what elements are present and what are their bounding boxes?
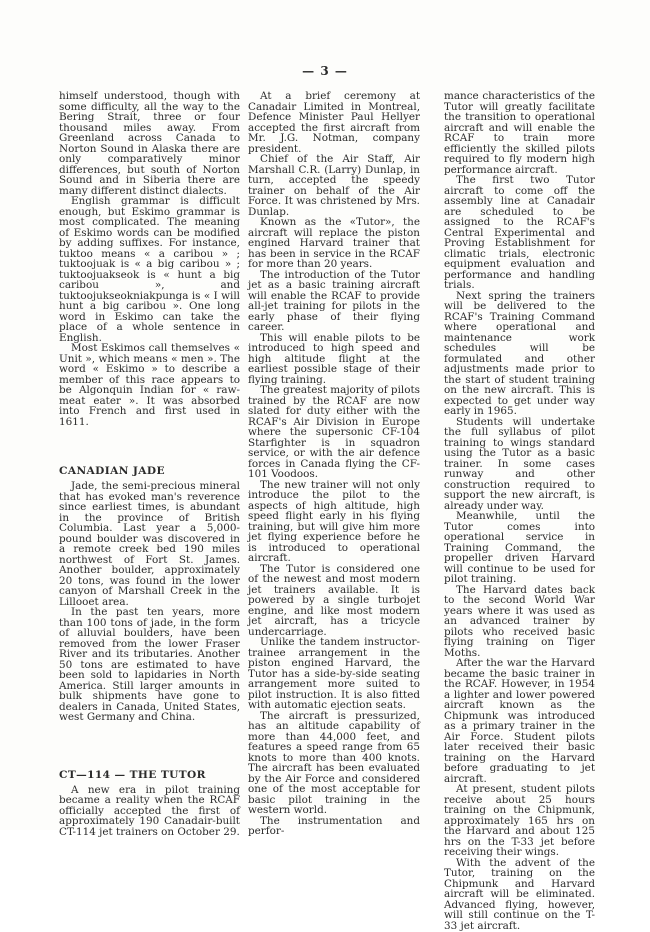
- paragraph-instrumentation: The instrumentation and perfor-: [248, 814, 420, 837]
- paragraph-known-as-tutor: Known as the «Tutor», the aircraft will replace the piston engined Harvard trainer that has been in service in the RCAF for more than 20 years.: [248, 216, 420, 270]
- paragraph-students-syllabus: Students will undertake the full syllabus of pilot training to wings standard using the Tutor as a basic trainer. In some cases runway and other construction required to support the new aircraft, is already under way.: [444, 415, 595, 512]
- spacer: [59, 723, 240, 769]
- paragraph-seating: Unlike the tandem instructor-trainee arrangement in the piston engined Harvard, the Tutor has a side-by-side seating arrangement more suited to pilot instruction. It is also fitted with automatic ejection seats.: [248, 636, 420, 711]
- paragraph-modern-trainer: The Tutor is considered one of the newest and most modern jet trainers available. It is powered by a single turbojet engine, and like most modern jet aircraft, has a tricycle undercarriage.: [248, 562, 420, 638]
- paragraph-all-jet-training: The introduction of the Tutor jet as a basic training aircraft will enable the RCAF to provide all-jet training for pilots in the early phase of their flying career.: [248, 268, 420, 333]
- paragraph-jade-1: Jade, the semi-precious mineral that has evoked man's reverence since earliest times, is abundant in the province of British Columbia. Last year a 5,000-pound boulder was discovered in a remote creek bed 190 miles northwest of Fort St. James. Another boulder, approximately 20 tons, was found in the lower canyon of Marshall Creek in the Lillooet area.: [59, 480, 240, 608]
- heading-the-tutor: CT—114 — THE TUTOR: [59, 768, 206, 781]
- paragraph-new-trainer: The new trainer will not only introduce the pilot to the aspects of high altitude, high speed flight early in his flying training, but will give him more jet flying experience before he is introduced to operational aircraft.: [248, 478, 420, 564]
- paragraph-advent-of-tutor: With the advent of the Tutor, training on the Chipmunk and Harvard aircraft will be eliminated. Advanced flying, however, will still continue on the T-33 jet aircraft.: [444, 856, 595, 932]
- spacer: [59, 427, 240, 465]
- paragraph-next-spring: Next spring the trainers will be delivered to the RCAF's Training Command where operational and maintenance work schedules will be formulated and other adjustments made prior to the start of student training on the new aircraft. This is expected to get under way early in 1965.: [444, 289, 595, 417]
- paragraph-eskimo-name: Most Eskimos call themselves « Unit », which means « men ». The word « Eskimo » to describe a member of this race appears to be Algonquin Indian for « raw-meat eater ». It was absorbed into French and first used in 1611.: [59, 342, 240, 428]
- paragraph-high-speed-flight: This will enable pilots to be introduced to high speed and high altitude flight at the earliest possible stage of their flying training.: [248, 331, 420, 386]
- column-2: [248, 91, 420, 837]
- paragraph-jade-2: In the past ten years, more than 100 tons of jade, in the form of alluvial boulders, have been removed from the lower Fraser River and its tributaries. Another 50 tons are estimated to have been sold to lapidaries in North America. Still larger amounts in bulk shipments have gone to dealers in Canada, United States, west Germany and China.: [59, 606, 240, 723]
- column-1: [59, 91, 240, 837]
- paragraph-present-training: At present, student pilots receive about 25 hours training on the Chipmunk, approximately 165 hrs on the Harvard and about 125 hrs on the T-33 jet before receiving their wings.: [444, 783, 595, 858]
- column-3: [444, 91, 595, 931]
- paragraph-meanwhile: Meanwhile, until the Tutor comes into operational service in Training Command, the propeller driven Harvard will continue to be used for pilot training.: [444, 510, 595, 585]
- paragraph-tutor-1: A new era in pilot training became a reality when the RCAF officially accepted the first of approximately 190 Canadair-built CT-114 jet trainers on October 29.: [59, 783, 240, 838]
- paragraph-after-the-war: After the war the Harvard became the basic trainer in the RCAF. However, in 1954 a lighter and lower powered aircraft known as the Chipmunk was introduced as a primary trainer in the Air Force. Student pilots later received their basic training on the Harvard before graduating to jet aircraft.: [444, 657, 595, 785]
- paragraph-eskimo-grammar: English grammar is difficult enough, but Eskimo grammar is most complicated. The meaning of Eskimo words can be modified by adding suffixes. For instance, tuktoo means « a caribou » ; tuktoojuak is « a big caribou » ; tuktoojuakseok is « hunt a big caribou », and tuktoojukseokniakpunga is « I will hunt a big caribou ». One long word in Eskimo can take the place of a whole sentence in English.: [59, 195, 240, 344]
- paragraph-harvard-history: The Harvard dates back to the second World War years where it was used as an advanced trainer by pilots who received basic flying training on Tiger Moths.: [444, 583, 595, 659]
- paragraph-ceremony: At a brief ceremony at Canadair Limited in Montreal, Defence Minister Paul Hellyer accepted the first aircraft from Mr. J.G. Notman, company president.: [248, 90, 420, 155]
- paragraph-chief-of-air-staff: Chief of the Air Staff, Air Marshall C.R. (Larry) Dunlap, in turn, accepted the speedy trainer on behalf of the Air Force. It was christened by Mrs. Dunlap.: [248, 153, 420, 218]
- paragraph-first-two-tutors: The first two Tutor aircraft to come off the assembly line at Canadair are scheduled to be assigned to the RCAF's Central Experimental and Proving Establishment for climatic trials, electronic equipment evaluation and performance and handling trials.: [444, 174, 595, 291]
- paragraph-pilot-duty: The greatest majority of pilots trained by the RCAF are now slated for duty either with the RCAF's Air Division in Europe where the supersonic CF-104 Starfighter is in squadron service, or with the air defence forces in Canada flying the CF-101 Voodoos.: [248, 384, 420, 480]
- paragraph-pressurized: The aircraft is pressurized, has an altitude capability of more than 44,000 feet, and features a speed range from 65 knots to more than 400 knots. The aircraft has been evaluated by the Air Force and considered one of the most acceptable for basic pilot training in the western world.: [248, 709, 420, 816]
- page-number: — 3 —: [302, 64, 348, 78]
- paragraph-eskimo-dialects: himself understood, though with some difficulty, all the way to the Bering Strait, three or four thousand miles away. From Greenland across Canada to Norton Sound in Alaska there are only comparatively minor differences, but south of Norton Sound and in Siberia there are many different distinct dialects.: [59, 90, 240, 197]
- heading-canadian-jade: CANADIAN JADE: [59, 465, 165, 477]
- paragraph-performance: mance characteristics of the Tutor will greatly facilitate the transition to operational aircraft and will enable the RCAF to train more efficiently the skilled pilots required to fly modern high performance aircraft.: [444, 90, 595, 176]
